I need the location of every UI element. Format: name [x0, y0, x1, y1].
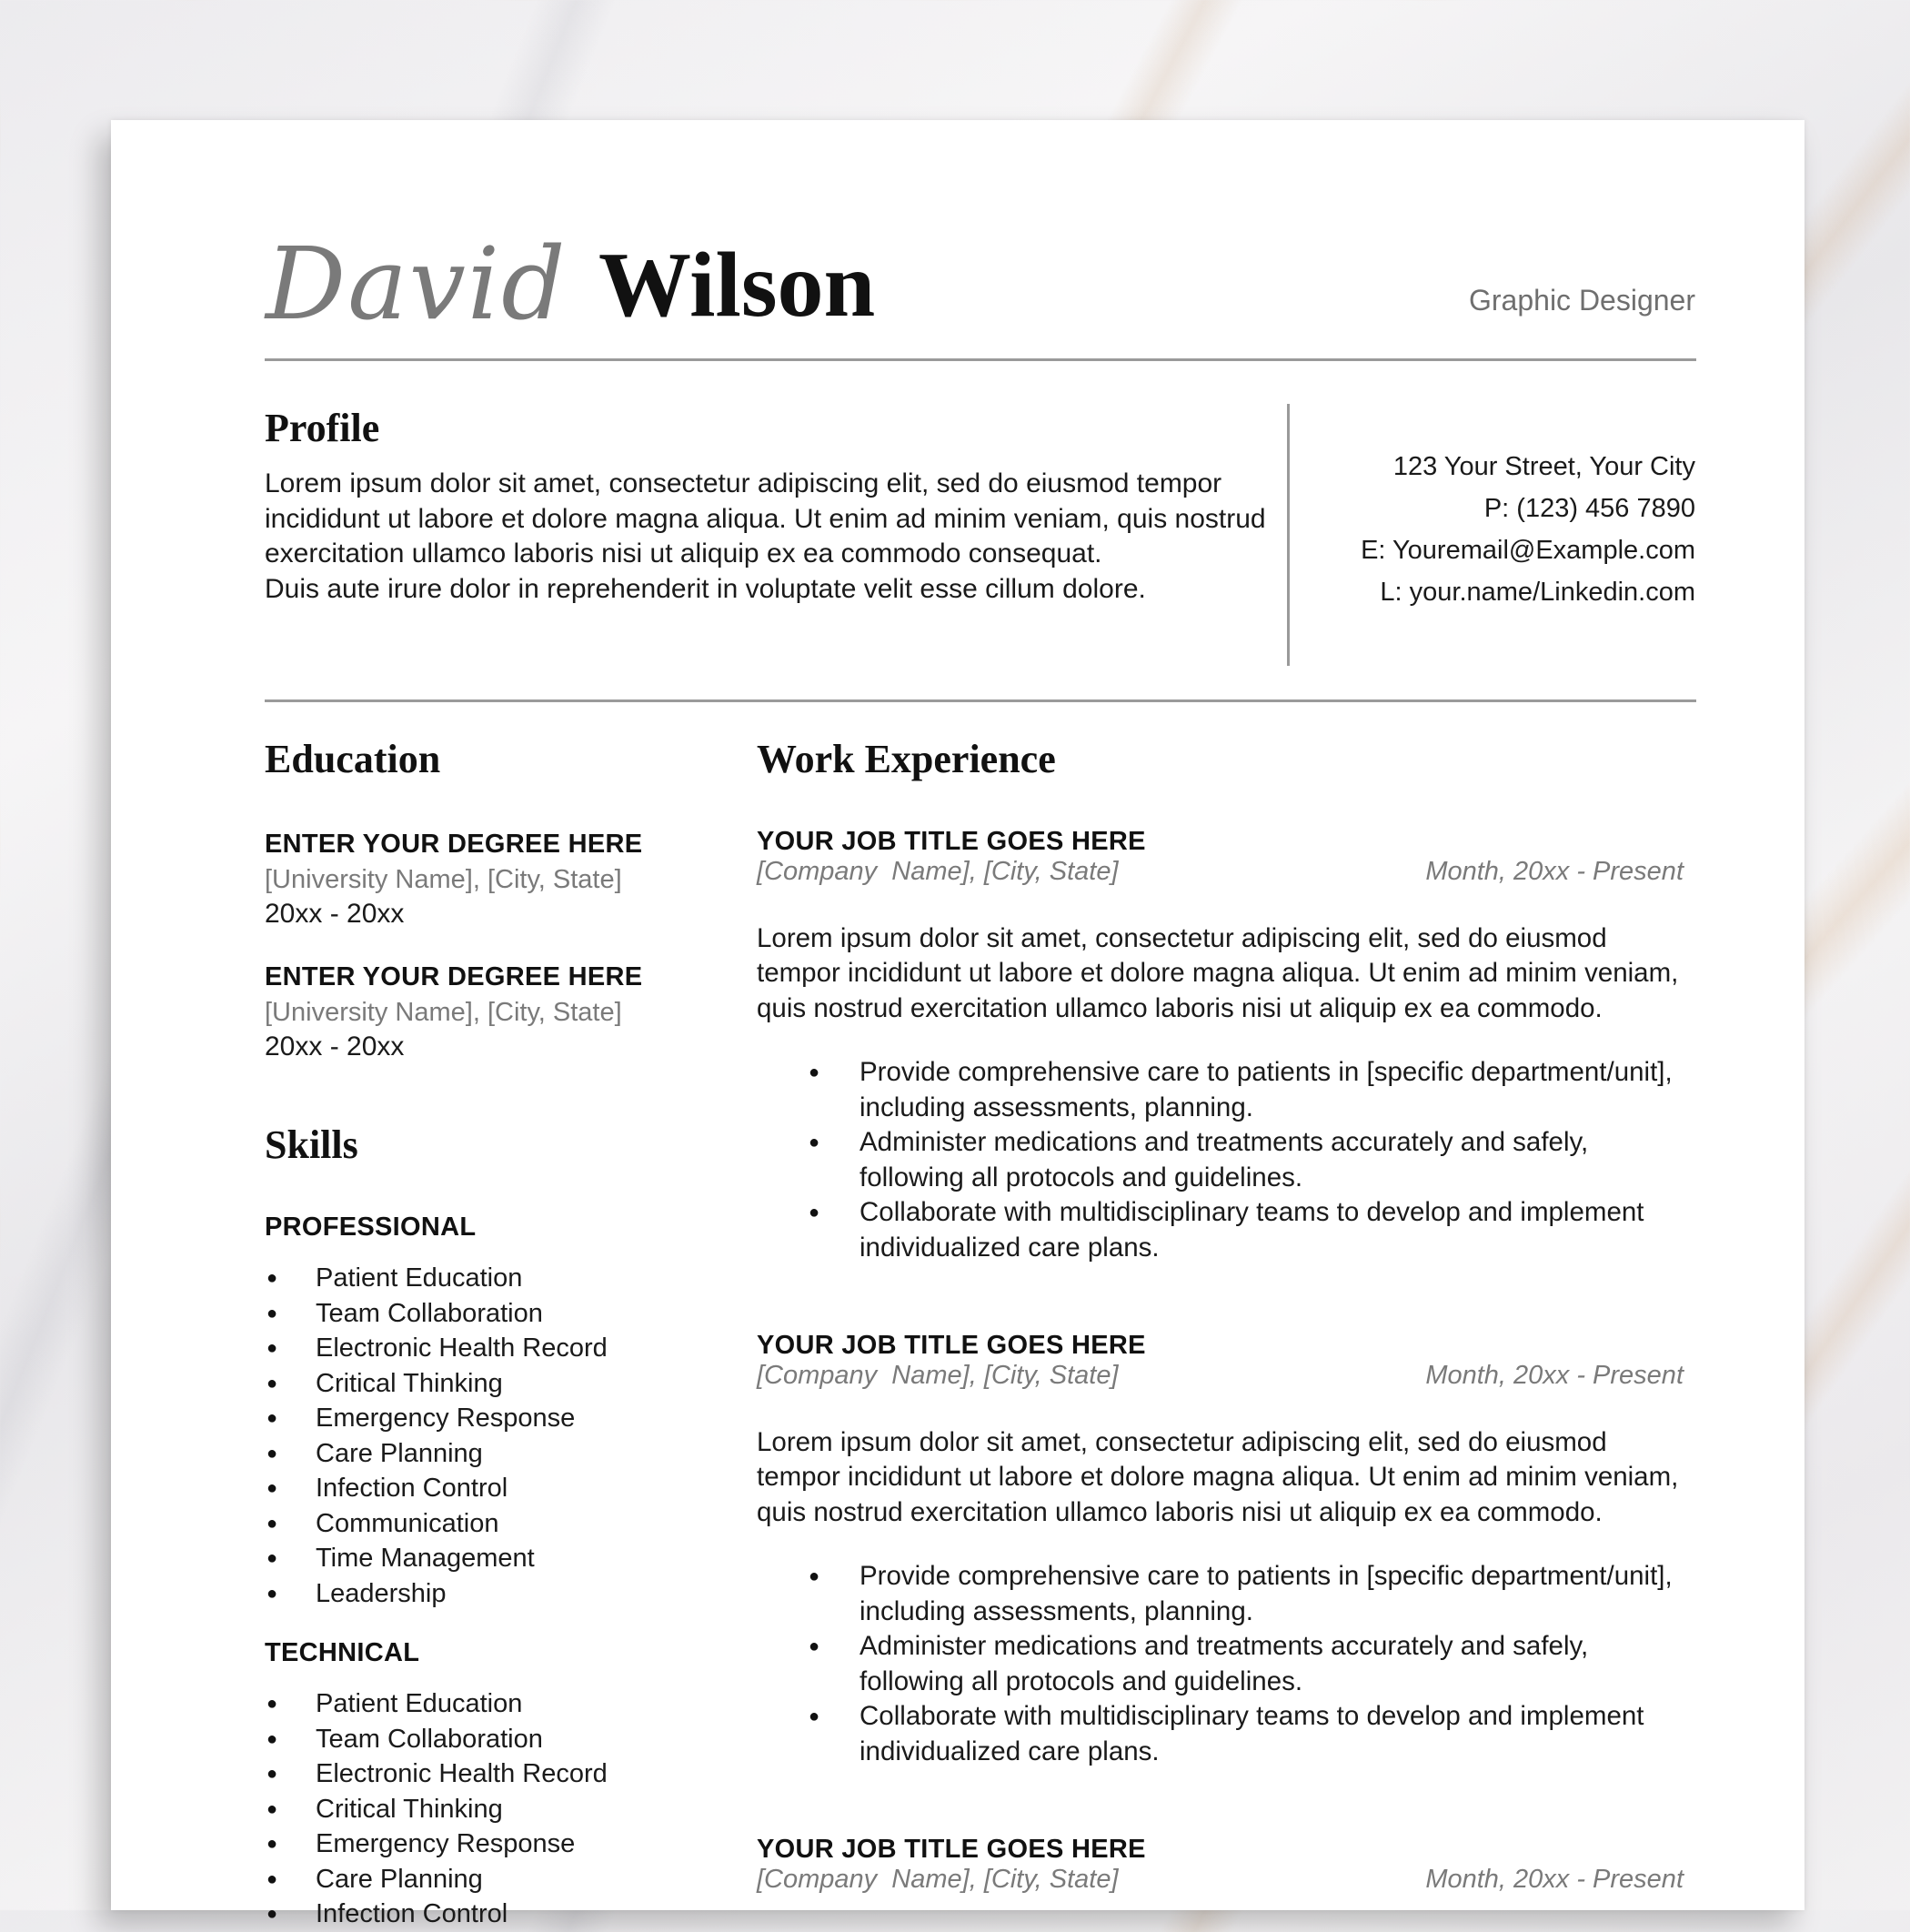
job-bullet: ● Administer medications and treatments accurately and safely, following all protocols and guidelines.: [757, 1125, 1696, 1195]
profile-heading: Profile: [265, 406, 380, 450]
job-title: YOUR JOB TITLE GOES HERE: [757, 1835, 1146, 1864]
skill-item: ● Infection Control: [265, 1471, 608, 1506]
profile-line: Lorem ipsum dolor sit amet, consectetur adipiscing elit, sed do eiusmod tempor: [265, 468, 1222, 498]
job-entry: [757, 827, 1697, 1265]
job-bullet: ● Provide comprehensive care to patients in [specific department/unit], including assessments, planning.: [757, 1055, 1696, 1125]
job-bullet: ● Collaborate with multidisciplinary teams to develop and implement individualized care plans.: [757, 1195, 1696, 1265]
company-name: [Company Name], [City, State]: [757, 1865, 1119, 1894]
profile-line: exercitation ullamco laboris nisi ut aliquip ex ea commodo consequat.: [265, 538, 1102, 569]
job-description-line: Lorem ipsum dolor sit amet, consectetur adipiscing elit, sed do eiusmod: [757, 922, 1607, 953]
job-bullet: ● Administer medications and treatments accurately and safely, following all protocols and guidelines.: [757, 1629, 1696, 1699]
contact-linkedin: L: your.name/Linkedin.com: [1380, 578, 1695, 607]
job-description-line: Lorem ipsum dolor sit amet, consectetur adipiscing elit, sed do eiusmod: [757, 1426, 1607, 1457]
job-bullet: ● Provide comprehensive care to patients in [specific department/unit], including assessments, planning.: [757, 1559, 1696, 1629]
skill-item: ● Emergency Response: [265, 1401, 608, 1436]
education-years: 20xx - 20xx: [265, 899, 405, 929]
job-title: YOUR JOB TITLE GOES HERE: [757, 827, 1146, 856]
professional-skills-list: [265, 1261, 608, 1611]
job-bullets: [757, 1559, 1697, 1769]
job-role: Graphic Designer: [1469, 284, 1695, 317]
skill-item: ● Care Planning: [265, 1436, 608, 1472]
education-years: 20xx - 20xx: [265, 1031, 405, 1062]
skill-item: ● Team Collaboration: [265, 1722, 608, 1757]
job-dates: Month, 20xx - Present: [1425, 1361, 1684, 1390]
job-description-line: tempor incididunt ut labore et dolore magna aliqua. Ut enim ad minim veniam,: [757, 958, 1679, 988]
technical-skills-list: [265, 1686, 608, 1932]
skill-item: ● Time Management: [265, 1541, 608, 1576]
contact-block: [1361, 446, 1695, 613]
skill-item: ● Critical Thinking: [265, 1366, 608, 1402]
skill-item: ● Critical Thinking: [265, 1792, 608, 1827]
profile-line: incididunt ut labore et dolore magna aliqua. Ut enim ad minim veniam, quis nostrud: [265, 503, 1266, 534]
last-name: Wilson: [598, 234, 876, 337]
professional-skills-label: PROFESSIONAL: [265, 1213, 477, 1242]
education-entry: [265, 827, 719, 932]
company-name: [Company Name], [City, State]: [757, 1361, 1119, 1390]
skill-item: ● Leadership: [265, 1576, 608, 1612]
job-entry: [757, 1331, 1697, 1769]
profile-line: Duis aute irure dolor in reprehenderit in voluptate velit esse cillum dolore.: [265, 573, 1146, 604]
job-description-line: tempor incididunt ut labore et dolore magna aliqua. Ut enim ad minim veniam,: [757, 1462, 1679, 1492]
job-dates: Month, 20xx - Present: [1425, 857, 1684, 886]
education-entry: [265, 960, 719, 1065]
first-name: David: [266, 226, 568, 342]
skill-item: ● Patient Education: [265, 1261, 608, 1296]
skills-heading: Skills: [265, 1122, 358, 1167]
job-bullet: ● Collaborate with multidisciplinary teams to develop and implement individualized care plans.: [757, 1699, 1696, 1769]
profile-divider: [265, 699, 1696, 702]
job-dates: Month, 20xx - Present: [1425, 1865, 1684, 1894]
university-name: [University Name], [City, State]: [265, 997, 622, 1027]
skill-item: ● Emergency Response: [265, 1826, 608, 1862]
profile-text: [265, 467, 1292, 607]
work-experience-heading: Work Experience: [757, 737, 1056, 781]
education-heading: Education: [265, 737, 441, 781]
contact-address: 123 Your Street, Your City: [1392, 452, 1695, 481]
skill-item: ● Patient Education: [265, 1686, 608, 1722]
job-description-line: quis nostrud exercitation ullamco laboris nisi ut aliquip ex ea commodo.: [757, 1496, 1603, 1527]
job-description-line: quis nostrud exercitation ullamco laboris nisi ut aliquip ex ea commodo.: [757, 992, 1603, 1023]
job-bullets: [757, 1055, 1697, 1265]
skill-item: ● Communication: [265, 1506, 608, 1542]
skill-item: ● Team Collaboration: [265, 1296, 608, 1332]
contact-phone: P: (123) 456 7890: [1483, 494, 1695, 523]
job-entry: [757, 1835, 1697, 1900]
technical-skills-label: TECHNICAL: [265, 1638, 420, 1667]
skill-item: ● Care Planning: [265, 1862, 608, 1897]
university-name: [University Name], [City, State]: [265, 864, 622, 894]
skill-item: ● Electronic Health Record: [265, 1756, 608, 1792]
job-title: YOUR JOB TITLE GOES HERE: [757, 1331, 1146, 1360]
job-description: [757, 921, 1697, 1027]
header-divider: [265, 358, 1696, 361]
skill-item: ● Infection Control: [265, 1897, 608, 1932]
company-name: [Company Name], [City, State]: [757, 857, 1119, 886]
degree-title: ENTER YOUR DEGREE HERE: [265, 830, 643, 859]
profile-contact-divider: [1287, 404, 1290, 666]
degree-title: ENTER YOUR DEGREE HERE: [265, 962, 643, 991]
contact-email: E: Youremail@Example.com: [1361, 536, 1695, 565]
job-description: [757, 1425, 1697, 1531]
skill-item: ● Electronic Health Record: [265, 1331, 608, 1366]
